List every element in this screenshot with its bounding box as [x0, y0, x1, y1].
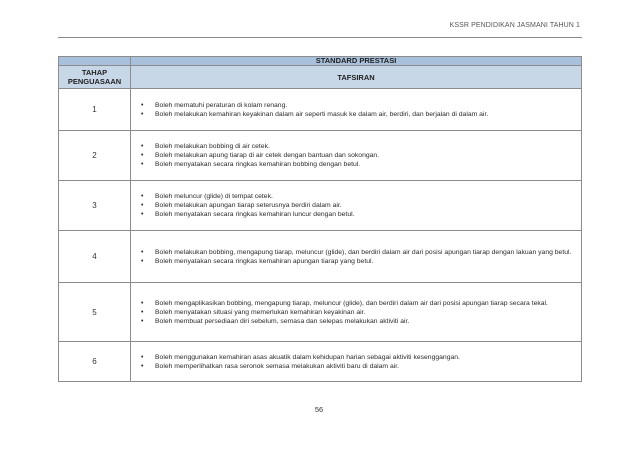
level-cell: 2	[59, 131, 131, 181]
table-title: STANDARD PRESTASI	[131, 57, 582, 66]
description-cell	[131, 283, 582, 342]
list-item: • Boleh menyatakan secara ringkas kemahiran apungan tiarap yang betul.	[131, 257, 573, 266]
level-cell: 6	[59, 342, 131, 382]
description-cell	[131, 89, 582, 131]
list-item: • Boleh melakukan apungan tiarap seterusnya berdiri dalam air.	[131, 201, 573, 210]
list-item: • Boleh melakukan bobbing di air cetek.	[131, 142, 573, 151]
list-item: • Boleh memperlihatkan rasa seronok semasa melakukan aktiviti baru di dalam air.	[131, 362, 573, 371]
list-item: • Boleh mengaplikasikan bobbing, mengapung tiarap, meluncur (glide), dan berdiri dalam air dari posisi apungan tiarap secara tekal.	[131, 299, 573, 308]
list-item: • Boleh meluncur (glide) di tempat cetek.	[131, 192, 573, 201]
page-number: 56	[314, 405, 324, 414]
description-cell	[131, 131, 582, 181]
table-row	[59, 131, 582, 181]
column-header-description: TAFSIRAN	[131, 66, 582, 89]
table-row	[59, 342, 582, 382]
list-item: • Boleh melakukan apung tiarap di air cetek dengan bantuan dan sokongan.	[131, 151, 573, 160]
level-cell: 4	[59, 231, 131, 283]
list-item: • Boleh melakukan kemahiran keyakinan dalam air seperti masuk ke dalam air, berdiri, dan berjalan di dalam air.	[131, 110, 573, 119]
column-header-level: TAHAP PENGUASAAN	[59, 66, 131, 89]
table-row	[59, 283, 582, 342]
running-header: KSSR PENDIDIKAN JASMANI TAHUN 1	[449, 22, 580, 29]
level-cell: 1	[59, 89, 131, 131]
list-item: • Boleh menyatakan secara ringkas kemahiran luncur dengan betul.	[131, 210, 573, 219]
description-cell	[131, 231, 582, 283]
list-item: • Boleh membuat persediaan diri sebelum, semasa dan selepas melakukan aktiviti air.	[131, 317, 573, 326]
header-rule	[58, 37, 582, 38]
level-cell: 5	[59, 283, 131, 342]
performance-standard-table	[58, 56, 582, 382]
table-title-blank	[59, 57, 131, 66]
list-item: • Boleh menyatakan secara ringkas kemahiran bobbing dengan betul.	[131, 160, 573, 169]
table-row	[59, 231, 582, 283]
list-item: • Boleh mematuhi peraturan di kolam renang.	[131, 101, 573, 110]
description-cell	[131, 181, 582, 231]
table-row	[59, 181, 582, 231]
list-item: • Boleh menggunakan kemahiran asas akuatik dalam kehidupan harian sebagai aktiviti kesenggangan.	[131, 353, 573, 362]
list-item: • Boleh menyatakan situasi yang memerlukan kemahiran keyakinan air.	[131, 308, 573, 317]
list-item: • Boleh melakukan bobbing, mengapung tiarap, meluncur (glide), dan berdiri dalam air dari posisi apungan tiarap dengan lakuan yang betul.	[131, 248, 573, 257]
table-row	[59, 89, 582, 131]
description-cell	[131, 342, 582, 382]
level-cell: 3	[59, 181, 131, 231]
